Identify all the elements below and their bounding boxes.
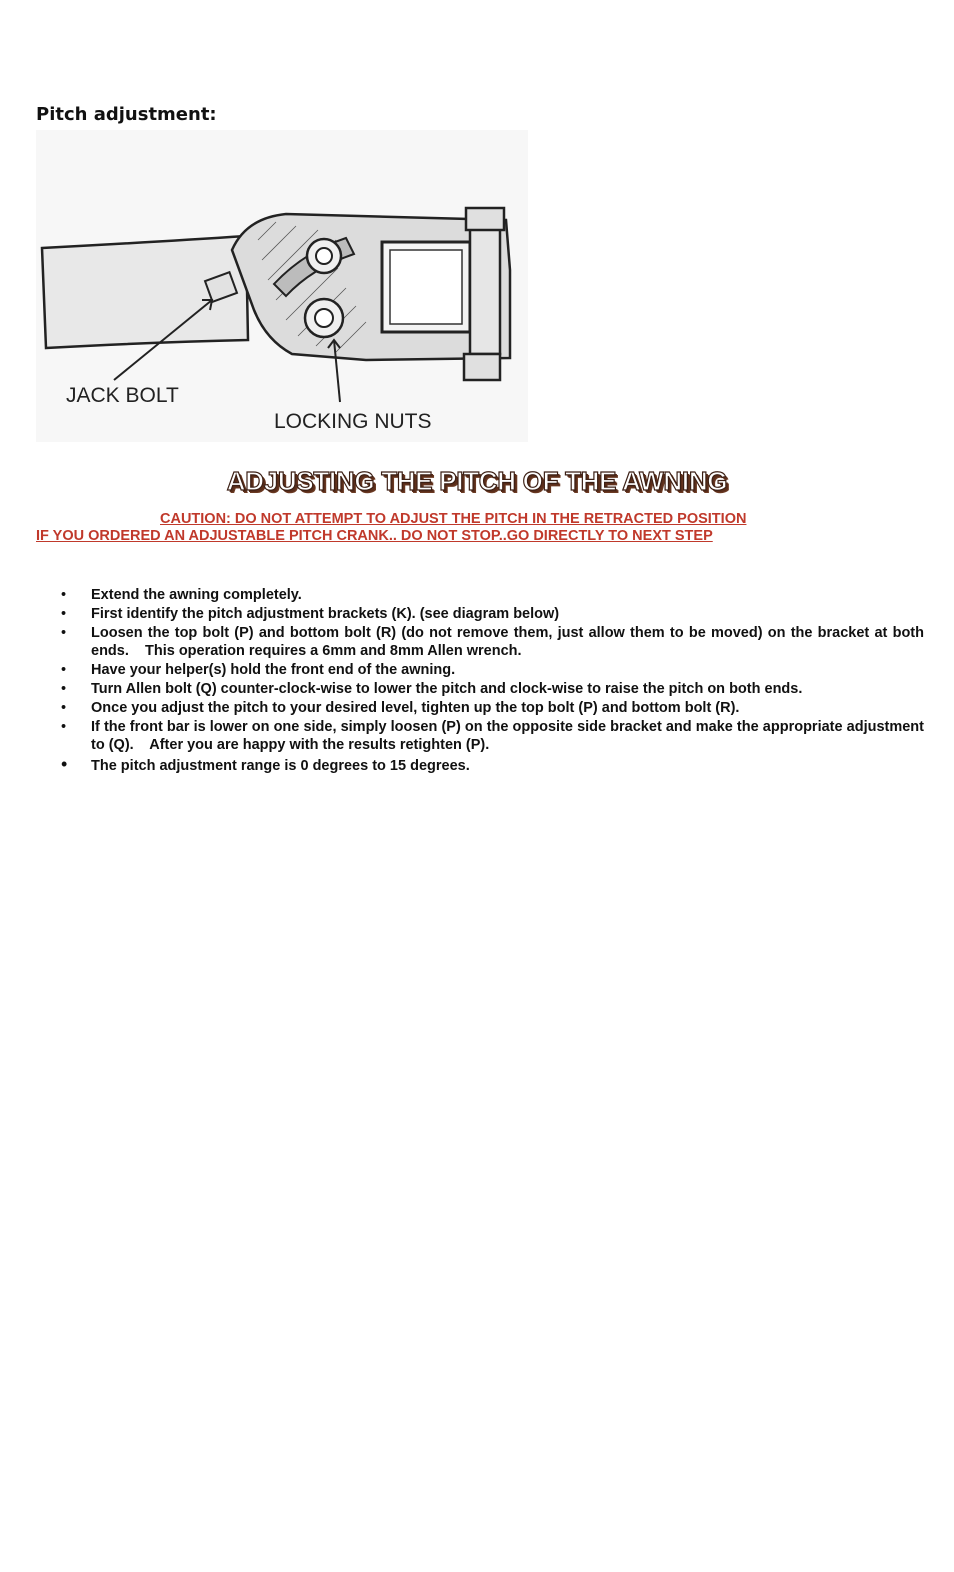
- list-item: [36, 754, 924, 775]
- list-item: [36, 718, 929, 754]
- bullet-icon: •: [61, 625, 67, 641]
- step-text: Turn Allen bolt (Q) counter-clock-wise to lower the pitch and clock-wise to raise the pitch on both ends.: [91, 681, 803, 697]
- locking-nuts-label: LOCKING NUTS: [274, 410, 432, 433]
- caution-pitch-crank-note: IF YOU ORDERED AN ADJUSTABLE PITCH CRANK.. DO NOT STOP..GO DIRECTLY TO NEXT STEP: [36, 528, 713, 544]
- bullet-icon: •: [61, 587, 67, 603]
- pitch-bracket-diagram: [36, 130, 528, 442]
- section-title: ADJUSTING THE PITCH OF THE AWNING: [226, 466, 728, 496]
- list-item: [36, 680, 924, 698]
- step-text: First identify the pitch adjustment brackets (K). (see diagram below): [91, 606, 560, 622]
- bullet-icon: •: [61, 700, 67, 716]
- step-text: If the front bar is lower on one side, simply loosen (P) on the opposite side bracket and make the appropriate adjustment to (Q). After you are happy with the results retighten (P).: [91, 719, 929, 753]
- step-text: Extend the awning completely.: [91, 587, 302, 603]
- step-text: Have your helper(s) hold the front end of the awning.: [91, 662, 456, 678]
- jack-bolt-label: JACK BOLT: [66, 384, 179, 407]
- list-item: [36, 605, 924, 623]
- list-item: [36, 624, 929, 660]
- list-item: [36, 699, 924, 717]
- bullet-icon: •: [61, 754, 68, 774]
- instruction-list: [36, 586, 929, 776]
- page-heading: Pitch adjustment:: [36, 104, 217, 125]
- bullet-icon: •: [61, 719, 67, 735]
- bullet-icon: •: [61, 681, 67, 697]
- list-item: [36, 586, 924, 604]
- bullet-icon: •: [61, 662, 67, 678]
- list-item: [36, 661, 924, 679]
- step-text: Once you adjust the pitch to your desired level, tighten up the top bolt (P) and bottom bolt (R).: [91, 700, 740, 716]
- step-text: The pitch adjustment range is 0 degrees to 15 degrees.: [91, 758, 470, 774]
- step-text: Loosen the top bolt (P) and bottom bolt (R) (do not remove them, just allow them to be moved) on the bracket at both ends. This operation requires a 6mm and 8mm Allen wrench.: [91, 625, 929, 659]
- bullet-icon: •: [61, 606, 67, 622]
- caution-retracted-warning: CAUTION: DO NOT ATTEMPT TO ADJUST THE PITCH IN THE RETRACTED POSITION: [160, 511, 747, 527]
